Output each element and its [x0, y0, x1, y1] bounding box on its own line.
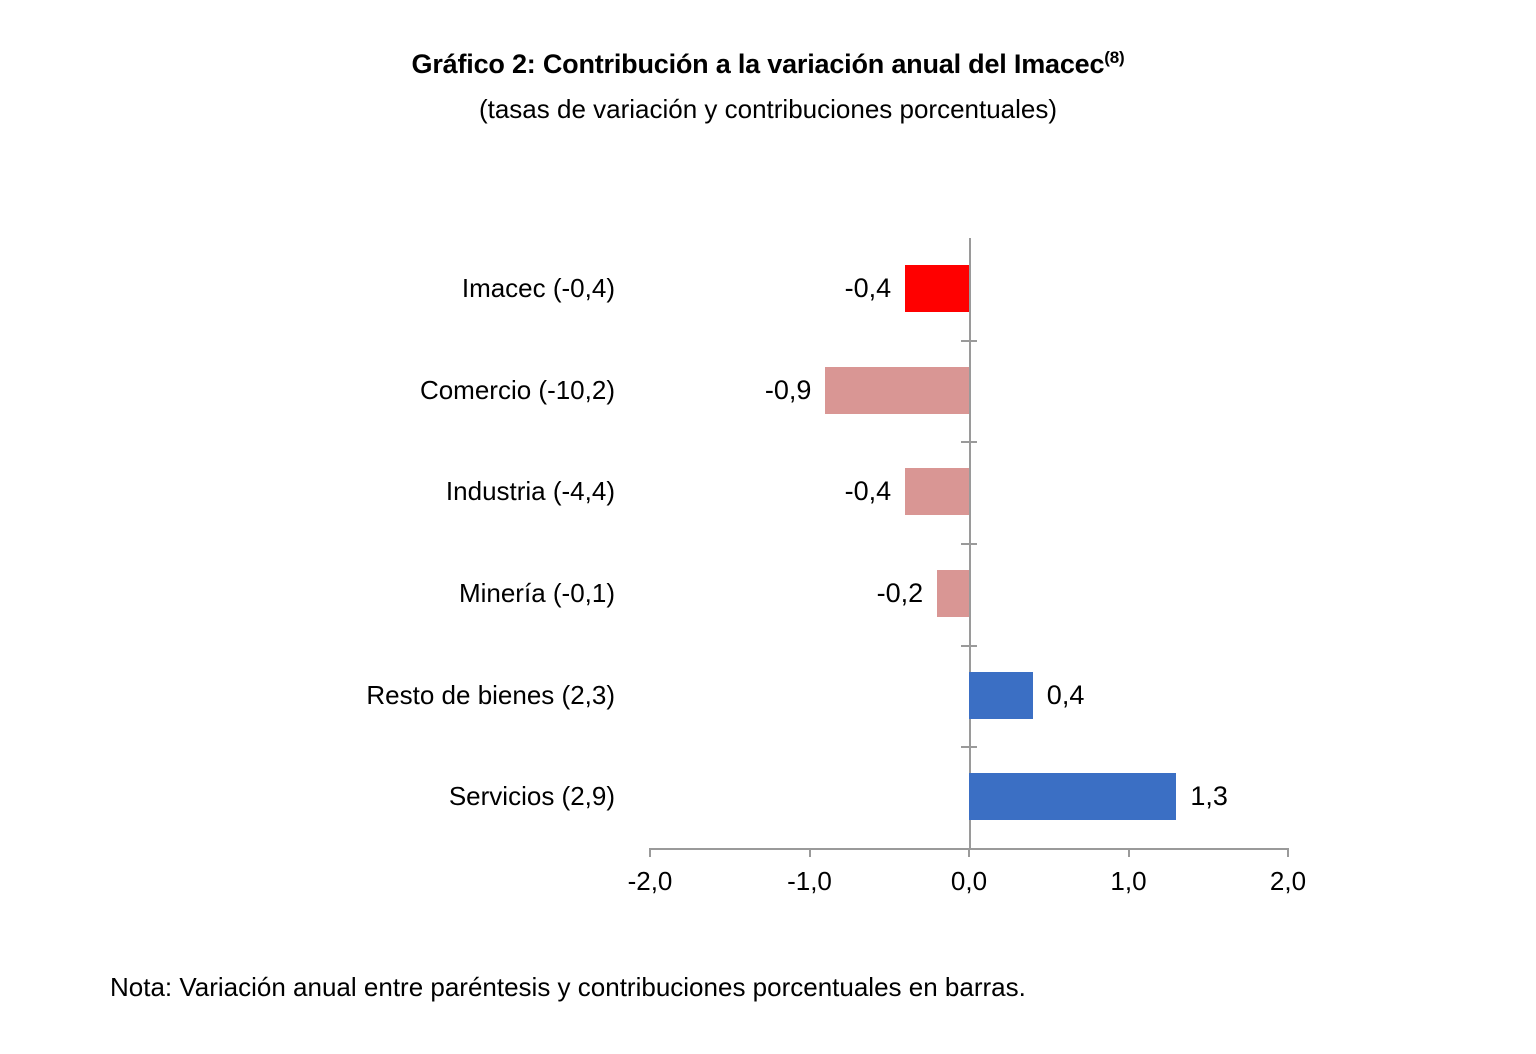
chart-bar [825, 367, 969, 414]
x-axis-tick [968, 848, 970, 857]
chart-bar [905, 468, 969, 515]
chart-bar [969, 672, 1033, 719]
y-axis-tick [961, 340, 977, 342]
chart-bar-row [445, 441, 1288, 543]
category-label: Resto de bienes (2,3) [366, 679, 615, 710]
chart-bar-value-label: 1,3 [1190, 781, 1228, 812]
y-axis-tick [961, 746, 977, 748]
chart-bar [905, 265, 969, 312]
chart-bar-value-label: -0,4 [844, 273, 892, 303]
chart-bar-row [419, 340, 1288, 442]
category-label: Imacec (-0,4) [461, 273, 615, 303]
chart-note: Nota: Variación anual entre paréntesis y contribuciones porcentuales en barras. [110, 972, 1026, 1002]
x-axis-tick [1128, 848, 1130, 857]
chart-bar-row [448, 746, 1288, 848]
y-axis-tick [961, 645, 977, 647]
chart-title [0, 48, 1536, 80]
category-label: Minería (-0,1) [458, 578, 615, 608]
y-axis-tick [961, 441, 977, 443]
category-label: Servicios (2,9) [448, 781, 615, 812]
x-axis-tick [809, 848, 811, 857]
chart-title-text: Gráfico 2: Contribución a la variación anual del Imacec [411, 49, 1105, 79]
chart-bar-value-label: 0,4 [1046, 679, 1085, 710]
x-axis-tick-label: 0,0 [950, 866, 988, 896]
x-axis-tick-label: 1,0 [1110, 866, 1147, 896]
chart-bar-row [458, 543, 1288, 645]
chart-bar-value-label: -0,2 [876, 578, 924, 608]
plot-area [366, 238, 1307, 896]
x-axis-tick-label: -2,0 [627, 866, 673, 896]
chart-bar [969, 773, 1176, 820]
chart-bar [937, 570, 969, 617]
y-axis-tick [961, 543, 977, 545]
chart-bar-row [461, 238, 1288, 340]
chart-title-superscript: (8) [1104, 48, 1125, 67]
chart-bar-value-label: -0,9 [764, 374, 812, 405]
chart-title-block [0, 48, 1536, 125]
x-axis-tick [649, 848, 651, 857]
category-label: Industria (-4,4) [445, 476, 615, 507]
chart-canvas [0, 210, 1536, 910]
chart-subtitle: (tasas de variación y contribuciones porcentuales) [478, 94, 1058, 124]
x-axis-tick [1287, 848, 1289, 857]
x-axis-tick-label: 2,0 [1269, 866, 1307, 896]
chart-bar-row [366, 645, 1288, 747]
category-label: Comercio (-10,2) [419, 374, 615, 405]
x-axis-tick-label: -1,0 [787, 866, 832, 896]
chart-bar-value-label: -0,4 [844, 476, 892, 507]
